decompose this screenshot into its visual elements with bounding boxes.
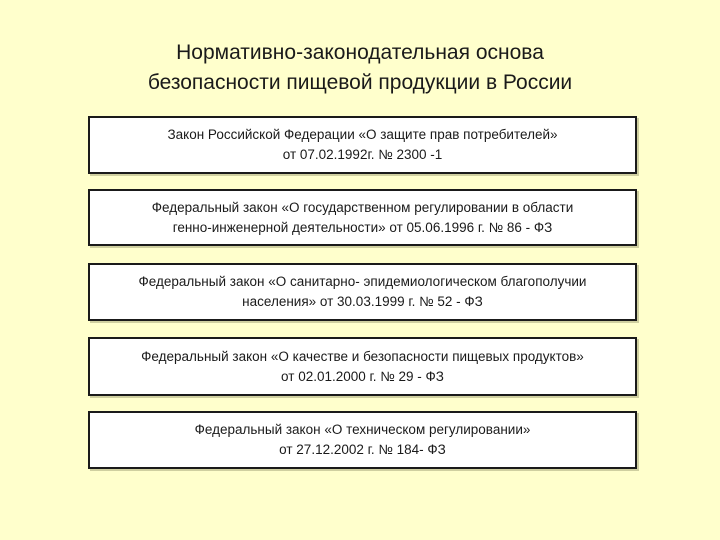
page-title bbox=[0, 38, 720, 98]
law-title: Федеральный закон «О государственном регулировании в области bbox=[151, 199, 574, 215]
law-box-technical-regulation bbox=[88, 411, 637, 469]
page-title-line-2: безопасности пищевой продукции в России bbox=[147, 71, 573, 94]
law-box-food-quality-safety bbox=[88, 337, 637, 396]
law-box-consumer-protection bbox=[88, 116, 637, 174]
law-title: Федеральный закон «О техническом регулировании» bbox=[194, 422, 531, 437]
law-date-number: от 07.02.1992г. № 2300 -1 bbox=[282, 147, 443, 162]
law-title: Федеральный закон «О качестве и безопасности пищевых продуктов» bbox=[141, 348, 584, 364]
page-title-line-1: Нормативно-законодательная основа bbox=[176, 41, 544, 64]
law-title: Федеральный закон «О санитарно- эпидемиологическом благополучии bbox=[138, 274, 587, 289]
law-date-number: населения» от 30.03.1999 г. № 52 - ФЗ bbox=[242, 294, 483, 309]
law-title: Закон Российской Федерации «О защите прав потребителей» bbox=[167, 127, 558, 142]
law-date-number: генно-инженерной деятельности» от 05.06.1996 г. № 86 - ФЗ bbox=[172, 219, 553, 235]
law-date-number: от 27.12.2002 г. № 184- ФЗ bbox=[279, 442, 446, 457]
law-date-number: от 02.01.2000 г. № 29 - ФЗ bbox=[281, 368, 444, 384]
law-box-genetic-engineering bbox=[88, 189, 637, 246]
law-box-sanitary-epidemiological bbox=[88, 263, 637, 321]
